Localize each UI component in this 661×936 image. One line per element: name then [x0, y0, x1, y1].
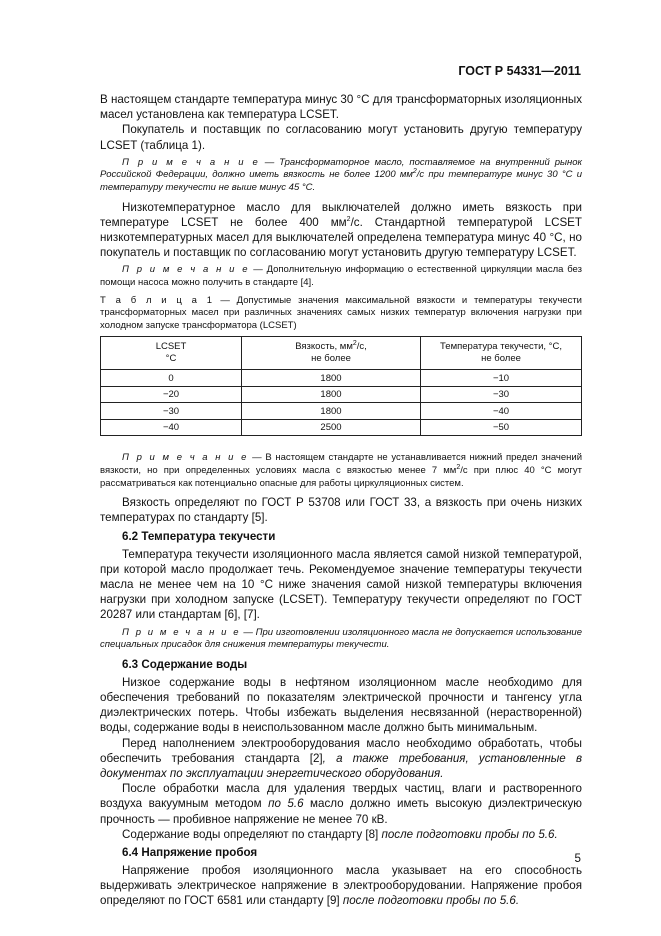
- section-heading-water: 6.3 Содержание воды: [122, 657, 248, 671]
- header-viscosity: Вязкость, $мм^2/с$, не более: [242, 337, 421, 370]
- table-row: [101, 370, 582, 387]
- section-heading-breakdown: 6.4 Напряжение пробоя: [122, 846, 258, 859]
- note-natural-circulation: [100, 264, 582, 289]
- paragraph-treatment: Перед наполнением электрооборудования масло необходимо обработать, чтобы обеспечить требования стандарта [2], а также требования, установленные в документах по эксплуатации энергетического оборудования.: [100, 736, 582, 780]
- document-body: [100, 92, 582, 909]
- table-caption: [100, 295, 582, 333]
- page-number: 5: [574, 852, 581, 865]
- paragraph-vacuum: После обработки масла для удаления твердых частиц, влаги и растворенного воздуха вакуумным методом по 5.6 масло должно иметь высокую диэлектрическую прочность — пробивное напряжение не менее 70 кВ.: [100, 782, 582, 826]
- note-label: П р и м е ч а н и е: [122, 626, 241, 638]
- viscosity-table: [100, 336, 582, 436]
- cell-viscosity: 1800: [242, 386, 421, 403]
- cell-pour-point: −40: [421, 403, 582, 420]
- paragraph-agreement: Покупатель и поставщик по согласованию могут установить другую температуру LCSET (таблица 1).: [100, 123, 582, 152]
- header-pour-point: Температура текучести, °С, не более: [421, 337, 582, 370]
- cell-lcset: −30: [101, 403, 242, 420]
- note-viscosity-limit: [100, 452, 582, 490]
- cell-pour-point: −50: [421, 419, 582, 436]
- table-title: — Допустимые значения максимальной вязкости и температуры текучести трансформаторных масел при различных значениях самых низких температур включения нагрузки при холодном запуске трансформатора (LCSET): [100, 294, 582, 331]
- note-additives: [100, 627, 582, 652]
- cell-lcset: −20: [101, 386, 242, 403]
- document-header: ГОСТ Р 54331—2011: [458, 64, 581, 78]
- note-text: — При изготовлении изоляционного масла не допускается использование специальных присадок для снижения температуры текучести.: [100, 626, 582, 651]
- table-row: [101, 386, 582, 403]
- paragraph-pour-point: Температура текучести изоляционного масла является самой низкой температурой, при которой масло продолжает течь. Рекомендуемое значение температуры текучести масла не менее чем на 10 °С ниже значения самой низкой температуры включения нагрузки при холодном запуске (LCSET). Температуру текучести определяют по ГОСТ 20287 или стандартам [6], [7].: [100, 547, 582, 622]
- paragraph-switch-oil: Низкотемпературное масло для выключателей должно иметь вязкость при температуре LCSET не более 400 $мм^2/с$. Стандартной температурой LCSET низкотемпературных масел для выключателей определена температура минус 40 °С, но покупатель и поставщик по согласованию могут установить другую температуру LCSET.: [100, 200, 582, 260]
- note-text: — В настоящем стандарте не устанавливается нижний предел значений вязкости, но при определенных условиях масла с вязкостью менее 7 $мм^2/с$ при плюс 40 °С могут рассматриваться как потенциально опасные для работы циркуляционных систем.: [100, 452, 583, 489]
- cell-pour-point: −30: [421, 386, 582, 403]
- table-row: [101, 403, 582, 420]
- table-row: [101, 419, 582, 436]
- cell-viscosity: 1800: [242, 403, 421, 420]
- cell-lcset: −40: [101, 419, 242, 436]
- table-label: Т а б л и ц а 1: [100, 294, 214, 306]
- paragraph-lcset-definition: В настоящем стандарте температура минус 30 °С для трансформаторных изоляционных масел установлена как температура LCSET.: [100, 93, 582, 122]
- cell-viscosity: 1800: [242, 370, 421, 387]
- cell-viscosity: 2500: [242, 419, 421, 436]
- note-text: — Дополнительную информацию о естественной циркуляции масла без помощи насоса можно получить в стандарте [4].: [100, 264, 582, 288]
- table-header-row: [101, 337, 582, 370]
- note-label: П р и м е ч а н и е: [122, 452, 249, 464]
- paragraph-water-content: Низкое содержание воды в нефтяном изоляционном масле необходимо для обеспечения требований по показателям электрической прочности и тангенсу угла диэлектрических потерь. Чтобы избежать выделения несвязанной (нерастворенной) воды, содержание воды в неиспользованном масле должно быть минимальным.: [100, 675, 582, 735]
- cell-pour-point: −10: [421, 370, 582, 387]
- note-label: П р и м е ч а н и е: [122, 156, 260, 168]
- note-transformer-oil: [100, 157, 582, 195]
- paragraph-water-method: Содержание воды определяют по стандарту [8] после подготовки пробы по 5.6.: [122, 827, 558, 841]
- note-label: П р и м е ч а н и е: [122, 264, 250, 276]
- note-text: — Трансформаторное масло, поставляемое на внутренний рынок Российской Федерации, должно иметь вязкость не более 1200 $мм^2/с$ при температуре минус 30 °С и температуру текучести не выше минус 45 °С.: [100, 156, 582, 193]
- cell-lcset: 0: [101, 370, 242, 387]
- paragraph-breakdown: Напряжение пробоя изоляционного масла указывает на его способность выдерживать электрическое напряжение в электрооборудовании. Напряжение пробоя определяют по ГОСТ 6581 или стандарту [9] после подготовки пробы по 5.6.: [100, 864, 582, 908]
- paragraph-viscosity-method: Вязкость определяют по ГОСТ Р 53708 или ГОСТ 33, а вязкость при очень низких температурах по стандарту [5].: [100, 496, 582, 525]
- header-lcset: LCSET °С: [101, 337, 242, 370]
- section-heading-pour-point: 6.2 Температура текучести: [122, 529, 276, 543]
